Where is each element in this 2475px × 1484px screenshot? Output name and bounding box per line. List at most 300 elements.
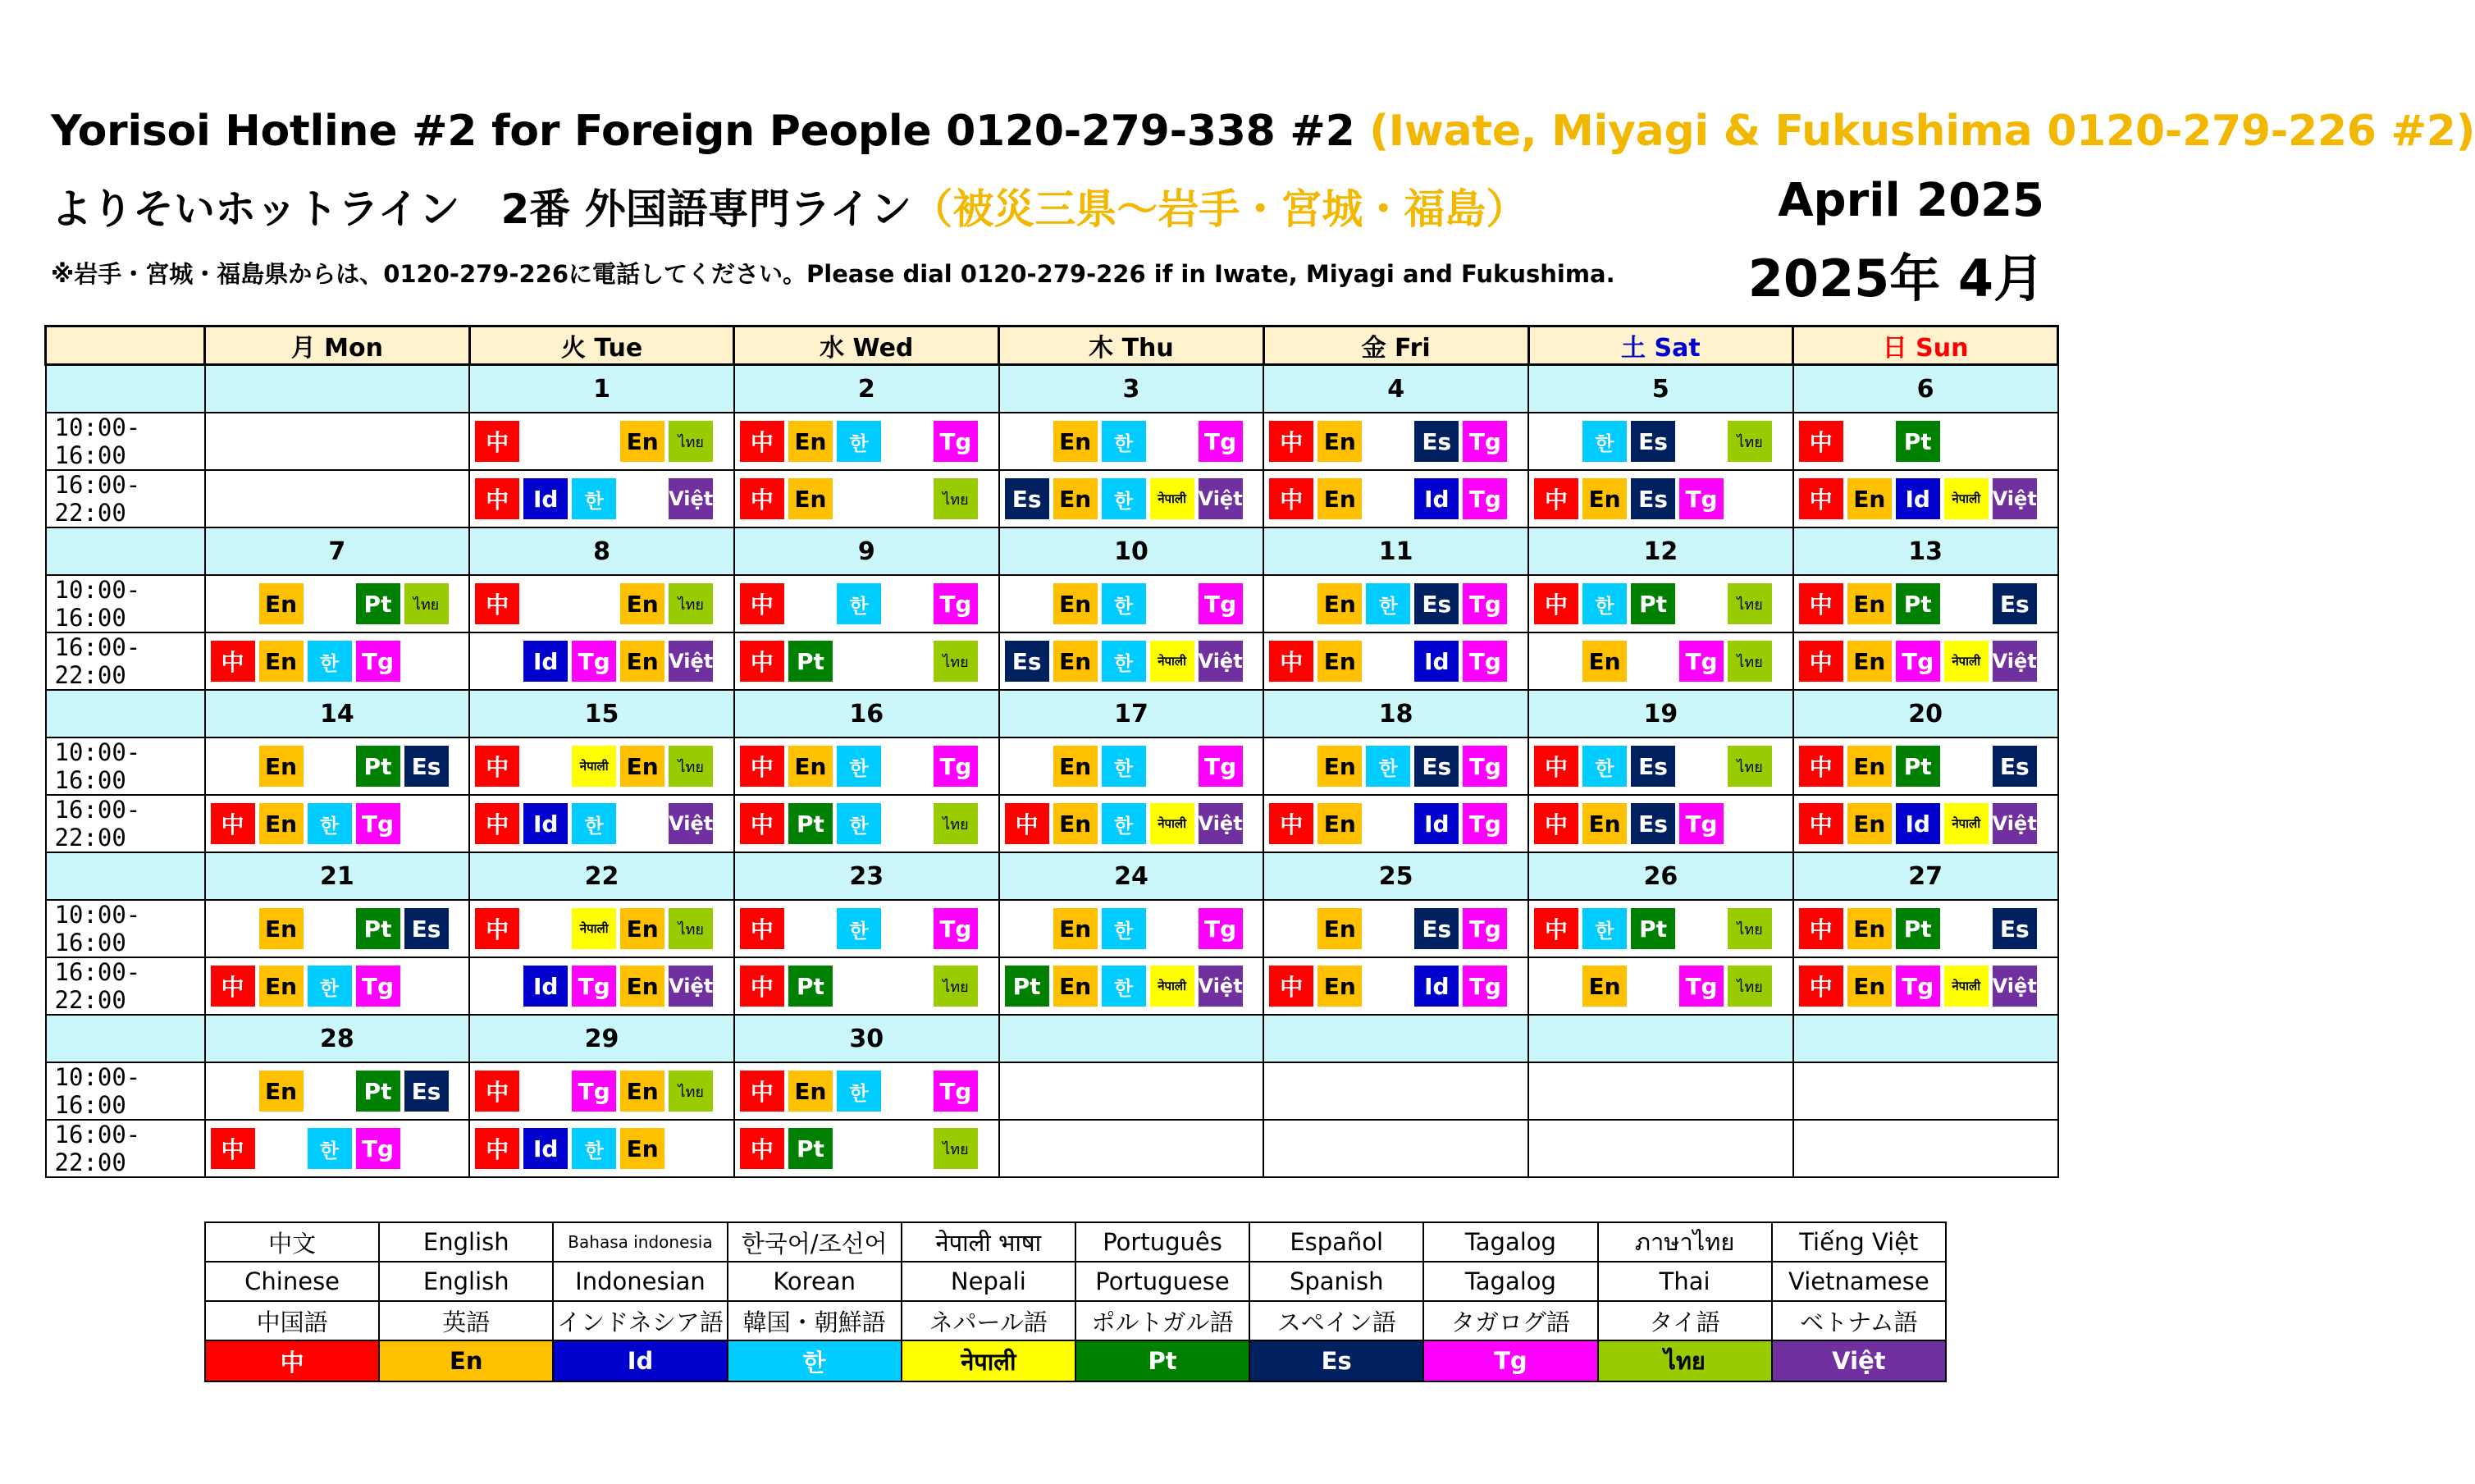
schedule-cell xyxy=(205,957,470,1015)
language-chip-es: Es xyxy=(1414,746,1459,787)
language-chips xyxy=(1264,419,1527,463)
language-chip-es: Es xyxy=(404,746,449,787)
date-cell: 6 xyxy=(1793,365,2058,413)
language-chip-vi: Việt xyxy=(669,803,713,844)
chip-spacer xyxy=(1150,583,1194,624)
language-chip-ko: 한 xyxy=(837,583,881,624)
chip-spacer xyxy=(1366,478,1410,519)
language-chip-zh: 中 xyxy=(1534,583,1578,624)
legend-english-cell: Tagalog xyxy=(1423,1262,1597,1301)
date-row-label xyxy=(46,690,205,737)
language-chip-en: En xyxy=(620,641,664,682)
language-chip-es: Es xyxy=(1993,908,2037,949)
weekday-header: 土 Sat xyxy=(1528,326,1793,365)
chip-spacer xyxy=(1269,746,1313,787)
language-chip-pt: Pt xyxy=(1896,908,1940,949)
language-chip-es: Es xyxy=(1414,908,1459,949)
schedule-cell xyxy=(999,470,1264,527)
language-chips xyxy=(1794,419,2057,463)
chip-spacer xyxy=(1631,641,1675,682)
legend-english-cell: Korean xyxy=(728,1262,902,1301)
language-chip-zh: 中 xyxy=(740,641,784,682)
language-chip-zh: 中 xyxy=(1269,966,1313,1007)
language-chip-th: ไทย xyxy=(1728,583,1772,624)
language-chip-tg: Tg xyxy=(934,421,978,462)
language-chip-zh: 中 xyxy=(740,478,784,519)
language-chip-ko: 한 xyxy=(572,1128,616,1169)
language-chips xyxy=(206,477,469,521)
time-slot-label: 10:00-16:00 xyxy=(46,900,205,957)
legend-japanese-cell: 韓国・朝鮮語 xyxy=(728,1301,902,1340)
language-chips xyxy=(1794,1069,2057,1113)
chip-spacer xyxy=(1150,908,1194,949)
legend-japanese-cell: 中国語 xyxy=(205,1301,379,1340)
chip-spacer xyxy=(1366,803,1410,844)
date-cell: 15 xyxy=(469,690,734,737)
date-cell: 8 xyxy=(469,527,734,575)
language-chip-th: ไทย xyxy=(669,746,713,787)
title-english-text: Yorisoi Hotline #2 for Foreign People 0120-279-338 #2 xyxy=(51,107,1355,156)
language-chip-tg: Tg xyxy=(1199,583,1243,624)
language-chip-tg: Tg xyxy=(356,1128,400,1169)
language-chip-ko: 한 xyxy=(1102,966,1146,1007)
schedule-cell xyxy=(1263,470,1528,527)
schedule-cell xyxy=(1263,795,1528,852)
language-chip-pt: Pt xyxy=(1896,746,1940,787)
legend-native-cell: ภาษาไทย xyxy=(1598,1222,1772,1262)
language-chip-pt: Pt xyxy=(1005,966,1049,1007)
language-chips xyxy=(1529,744,1792,788)
language-chip-zh: 中 xyxy=(475,746,519,787)
language-chip-en: En xyxy=(1317,421,1362,462)
chip-spacer xyxy=(259,1128,304,1169)
chip-spacer xyxy=(1534,641,1578,682)
language-chip-zh: 中 xyxy=(1799,421,1843,462)
language-chips xyxy=(1000,419,1263,463)
chip-spacer xyxy=(572,583,616,624)
chip-spacer xyxy=(1005,421,1049,462)
language-chip-en: En xyxy=(1317,908,1362,949)
legend-swatch-id: Id xyxy=(553,1340,727,1381)
legend-english-cell: Chinese xyxy=(205,1262,379,1301)
language-chip-en: En xyxy=(788,478,833,519)
chip-spacer xyxy=(885,1071,929,1112)
language-chip-zh: 中 xyxy=(1534,746,1578,787)
language-chip-zh: 中 xyxy=(740,746,784,787)
month-english: April 2025 xyxy=(1778,174,2044,227)
language-chip-pt: Pt xyxy=(1631,908,1675,949)
legend-japanese-cell: インドネシア語 xyxy=(553,1301,727,1340)
language-chips xyxy=(735,906,998,951)
schedule-cell xyxy=(205,413,470,470)
legend-english-cell: Indonesian xyxy=(553,1262,727,1301)
language-chip-id: Id xyxy=(1414,478,1459,519)
chip-spacer xyxy=(837,1128,881,1169)
language-chip-th: ไทย xyxy=(669,421,713,462)
chip-spacer xyxy=(523,746,568,787)
language-chip-pt: Pt xyxy=(788,803,833,844)
language-chip-th: ไทย xyxy=(1728,641,1772,682)
date-cell: 14 xyxy=(205,690,470,737)
legend-native-cell: Español xyxy=(1249,1222,1423,1262)
language-chip-id: Id xyxy=(523,1128,568,1169)
language-chip-zh: 中 xyxy=(1269,478,1313,519)
legend-japanese-cell: ネパール語 xyxy=(902,1301,1075,1340)
language-chips xyxy=(1529,1126,1792,1171)
language-chips xyxy=(1794,801,2057,846)
legend-japanese-cell: スペイン語 xyxy=(1249,1301,1423,1340)
language-chip-en: En xyxy=(1317,746,1362,787)
language-chips xyxy=(1264,1126,1527,1171)
language-chip-tg: Tg xyxy=(1679,478,1724,519)
language-chip-en: En xyxy=(1053,746,1098,787)
schedule-cell xyxy=(1263,575,1528,632)
legend-english-cell: Nepali xyxy=(902,1262,1075,1301)
language-chips xyxy=(1794,1126,2057,1171)
chip-spacer xyxy=(885,803,929,844)
chip-spacer xyxy=(885,1128,929,1169)
language-chip-th: ไทย xyxy=(1728,421,1772,462)
corner-cell xyxy=(46,326,205,365)
date-row-label xyxy=(46,1015,205,1062)
language-chip-zh: 中 xyxy=(1534,478,1578,519)
date-cell: 1 xyxy=(469,365,734,413)
time-slot-row xyxy=(46,957,2058,1015)
language-chips xyxy=(735,801,998,846)
language-chip-es: Es xyxy=(1631,478,1675,519)
language-chip-tg: Tg xyxy=(356,803,400,844)
language-chip-tg: Tg xyxy=(1463,478,1507,519)
language-chip-tg: Tg xyxy=(1463,746,1507,787)
chip-spacer xyxy=(669,1128,713,1169)
schedule-cell xyxy=(999,413,1264,470)
language-chip-zh: 中 xyxy=(740,1128,784,1169)
schedule-cell xyxy=(1528,632,1793,690)
legend-english-cell: Vietnamese xyxy=(1772,1262,1946,1301)
language-chip-ko: 한 xyxy=(1102,641,1146,682)
language-chip-en: En xyxy=(1582,641,1627,682)
language-chip-en: En xyxy=(259,583,304,624)
time-slot-row xyxy=(46,575,2058,632)
language-chip-en: En xyxy=(1847,583,1892,624)
legend-english-cell: Spanish xyxy=(1249,1262,1423,1301)
legend-native-cell: Tagalog xyxy=(1423,1222,1597,1262)
time-slot-label: 16:00-22:00 xyxy=(46,795,205,852)
schedule-cell xyxy=(205,795,470,852)
schedule-cell xyxy=(469,957,734,1015)
schedule-cell xyxy=(1263,1120,1528,1177)
chip-spacer xyxy=(620,478,664,519)
language-chips xyxy=(735,477,998,521)
language-chip-vi: Việt xyxy=(1199,966,1243,1007)
chip-spacer xyxy=(308,908,352,949)
language-chip-zh: 中 xyxy=(740,803,784,844)
schedule-cell xyxy=(734,1120,999,1177)
language-chip-tg: Tg xyxy=(1679,966,1724,1007)
chip-spacer xyxy=(572,421,616,462)
chip-spacer xyxy=(1944,908,1989,949)
language-chip-zh: 中 xyxy=(1534,908,1578,949)
date-cell: 30 xyxy=(734,1015,999,1062)
language-chip-es: Es xyxy=(1631,803,1675,844)
language-chip-es: Es xyxy=(404,908,449,949)
language-chip-en: En xyxy=(1847,908,1892,949)
schedule-cell xyxy=(469,737,734,795)
language-chip-tg: Tg xyxy=(356,641,400,682)
title-english-regions: (Iwate, Miyagi & Fukushima 0120-279-226 #2) xyxy=(1369,107,2475,156)
language-chip-pt: Pt xyxy=(356,746,400,787)
language-chip-ko: 한 xyxy=(308,966,352,1007)
date-cell: 4 xyxy=(1263,365,1528,413)
time-slot-label: 16:00-22:00 xyxy=(46,470,205,527)
time-slot-row xyxy=(46,737,2058,795)
language-chip-id: Id xyxy=(1896,803,1940,844)
language-chip-zh: 中 xyxy=(1534,803,1578,844)
chip-spacer xyxy=(837,966,881,1007)
language-chips xyxy=(206,419,469,463)
language-chips xyxy=(1794,744,2057,788)
schedule-cell xyxy=(999,632,1264,690)
language-chip-ko: 한 xyxy=(1366,746,1410,787)
chip-spacer xyxy=(1631,966,1675,1007)
language-chip-en: En xyxy=(259,908,304,949)
legend-native-cell: 中文 xyxy=(205,1222,379,1262)
date-row-label xyxy=(46,527,205,575)
language-chip-zh: 中 xyxy=(475,908,519,949)
legend-native-cell: Português xyxy=(1075,1222,1249,1262)
language-chip-en: En xyxy=(620,421,664,462)
language-chip-th: ไทย xyxy=(404,583,449,624)
language-chip-en: En xyxy=(1847,966,1892,1007)
legend-row-english xyxy=(205,1262,1946,1301)
language-chip-en: En xyxy=(259,641,304,682)
language-chip-en: En xyxy=(788,1071,833,1112)
language-chip-tg: Tg xyxy=(356,966,400,1007)
language-chips xyxy=(735,419,998,463)
schedule-cell xyxy=(205,737,470,795)
language-chip-th: ไทย xyxy=(934,1128,978,1169)
schedule-cell xyxy=(734,795,999,852)
time-slot-label: 10:00-16:00 xyxy=(46,575,205,632)
language-chips xyxy=(1529,964,1792,1008)
chip-spacer xyxy=(475,641,519,682)
language-chip-th: ไทย xyxy=(934,966,978,1007)
language-chips xyxy=(206,744,469,788)
legend-swatch-vi: Việt xyxy=(1772,1340,1946,1381)
language-chip-en: En xyxy=(1317,641,1362,682)
legend-swatch-ko: 한 xyxy=(728,1340,902,1381)
language-chip-tg: Tg xyxy=(1199,746,1243,787)
chip-spacer xyxy=(885,421,929,462)
language-chip-en: En xyxy=(1317,966,1362,1007)
date-cell: 12 xyxy=(1528,527,1793,575)
language-chip-th: ไทย xyxy=(1728,966,1772,1007)
language-chip-tg: Tg xyxy=(1463,966,1507,1007)
language-chip-tg: Tg xyxy=(1896,641,1940,682)
language-chips xyxy=(1264,744,1527,788)
legend-native-cell: 한국어/조선어 xyxy=(728,1222,902,1262)
language-chips xyxy=(1794,477,2057,521)
language-chips xyxy=(1794,906,2057,951)
language-chip-zh: 中 xyxy=(1799,803,1843,844)
language-chips xyxy=(470,477,733,521)
language-chip-en: En xyxy=(1847,746,1892,787)
schedule-cell xyxy=(469,1120,734,1177)
language-chips xyxy=(1529,419,1792,463)
schedule-cell xyxy=(1793,413,2058,470)
language-chips xyxy=(206,906,469,951)
chip-spacer xyxy=(1944,746,1989,787)
language-chip-vi: Việt xyxy=(1199,803,1243,844)
schedule-cell xyxy=(1528,470,1793,527)
schedule-cell xyxy=(1263,413,1528,470)
language-chip-pt: Pt xyxy=(1896,421,1940,462)
language-chip-en: En xyxy=(620,583,664,624)
language-chip-zh: 中 xyxy=(1799,966,1843,1007)
language-chip-id: Id xyxy=(1414,966,1459,1007)
date-cell xyxy=(999,1015,1264,1062)
chip-spacer xyxy=(1269,908,1313,949)
language-chip-ko: 한 xyxy=(1582,746,1627,787)
date-cell: 22 xyxy=(469,852,734,900)
language-chips xyxy=(1264,906,1527,951)
language-chip-ko: 한 xyxy=(837,746,881,787)
date-row xyxy=(46,852,2058,900)
language-chip-ko: 한 xyxy=(1102,803,1146,844)
calendar-table xyxy=(44,325,2059,1178)
language-chip-ko: 한 xyxy=(1102,908,1146,949)
language-chip-tg: Tg xyxy=(934,908,978,949)
chip-spacer xyxy=(1005,583,1049,624)
language-chip-en: En xyxy=(1582,966,1627,1007)
language-chip-th: ไทย xyxy=(669,1071,713,1112)
schedule-cell xyxy=(734,737,999,795)
language-chip-ko: 한 xyxy=(308,1128,352,1169)
language-chip-zh: 中 xyxy=(1269,803,1313,844)
language-chip-th: ไทย xyxy=(1728,908,1772,949)
language-chips xyxy=(470,419,733,463)
language-chip-th: ไทย xyxy=(934,478,978,519)
language-chip-vi: Việt xyxy=(1993,803,2037,844)
language-chip-tg: Tg xyxy=(1199,908,1243,949)
language-chip-ko: 한 xyxy=(1582,583,1627,624)
chip-spacer xyxy=(1728,803,1772,844)
date-cell: 26 xyxy=(1528,852,1793,900)
date-cell: 19 xyxy=(1528,690,1793,737)
schedule-cell xyxy=(469,795,734,852)
date-row xyxy=(46,1015,2058,1062)
language-chip-ne: नेपाली xyxy=(1150,803,1194,844)
language-chip-ko: 한 xyxy=(837,908,881,949)
chip-spacer xyxy=(1847,421,1892,462)
schedule-cell xyxy=(1528,1120,1793,1177)
date-cell xyxy=(1263,1015,1528,1062)
language-chips xyxy=(1264,477,1527,521)
language-chip-en: En xyxy=(1317,478,1362,519)
schedule-cell xyxy=(1793,957,2058,1015)
chip-spacer xyxy=(404,803,449,844)
schedule-cell xyxy=(205,470,470,527)
schedule-cell xyxy=(1263,1062,1528,1120)
language-chip-ne: नेपाली xyxy=(572,908,616,949)
language-chip-id: Id xyxy=(1414,803,1459,844)
language-chip-en: En xyxy=(1317,803,1362,844)
chip-spacer xyxy=(1944,421,1989,462)
schedule-cell xyxy=(205,632,470,690)
language-chip-tg: Tg xyxy=(572,641,616,682)
weekday-header: 金 Fri xyxy=(1263,326,1528,365)
schedule-cell xyxy=(999,795,1264,852)
legend-swatch-es: Es xyxy=(1249,1340,1423,1381)
weekday-header: 日 Sun xyxy=(1793,326,2058,365)
language-chip-id: Id xyxy=(523,966,568,1007)
language-chip-th: ไทย xyxy=(669,908,713,949)
time-slot-row xyxy=(46,632,2058,690)
language-chip-tg: Tg xyxy=(1199,421,1243,462)
language-chip-vi: Việt xyxy=(669,966,713,1007)
language-chips xyxy=(735,964,998,1008)
language-chips xyxy=(206,582,469,626)
language-chip-en: En xyxy=(788,421,833,462)
chip-spacer xyxy=(885,583,929,624)
chip-spacer xyxy=(1150,421,1194,462)
language-chip-es: Es xyxy=(1414,583,1459,624)
schedule-cell xyxy=(999,1120,1264,1177)
language-chip-es: Es xyxy=(1993,746,2037,787)
language-chip-pt: Pt xyxy=(788,966,833,1007)
language-chips xyxy=(470,801,733,846)
chip-spacer xyxy=(308,746,352,787)
legend-swatch-tg: Tg xyxy=(1423,1340,1597,1381)
language-chips xyxy=(1000,1126,1263,1171)
language-chips xyxy=(1000,582,1263,626)
language-chip-zh: 中 xyxy=(740,908,784,949)
language-legend xyxy=(204,1221,1947,1382)
language-chip-zh: 中 xyxy=(211,1128,255,1169)
chip-spacer xyxy=(211,908,255,949)
schedule-cell xyxy=(1793,632,2058,690)
chip-spacer xyxy=(523,1071,568,1112)
chip-spacer xyxy=(1993,421,2037,462)
language-chip-zh: 中 xyxy=(740,583,784,624)
chip-spacer xyxy=(885,478,929,519)
date-row-label xyxy=(46,852,205,900)
language-chips xyxy=(1794,639,2057,683)
language-chip-es: Es xyxy=(1631,421,1675,462)
legend-row-swatches xyxy=(205,1340,1946,1381)
chip-spacer xyxy=(211,1071,255,1112)
language-chip-pt: Pt xyxy=(1631,583,1675,624)
date-cell xyxy=(1793,1015,2058,1062)
date-cell: 7 xyxy=(205,527,470,575)
language-chip-en: En xyxy=(1053,478,1098,519)
schedule-cell xyxy=(999,957,1264,1015)
language-chips xyxy=(206,964,469,1008)
language-chip-zh: 中 xyxy=(1269,641,1313,682)
language-chip-ko: 한 xyxy=(308,803,352,844)
chip-spacer xyxy=(885,641,929,682)
language-chips xyxy=(1000,801,1263,846)
chip-spacer xyxy=(1679,908,1724,949)
language-chip-ne: नेपाली xyxy=(1944,478,1989,519)
language-chip-tg: Tg xyxy=(1679,641,1724,682)
language-chip-zh: 中 xyxy=(211,966,255,1007)
schedule-cell xyxy=(734,957,999,1015)
language-chips xyxy=(1264,639,1527,683)
legend-native-cell: English xyxy=(379,1222,553,1262)
schedule-cell xyxy=(1263,900,1528,957)
language-chip-vi: Việt xyxy=(1199,478,1243,519)
